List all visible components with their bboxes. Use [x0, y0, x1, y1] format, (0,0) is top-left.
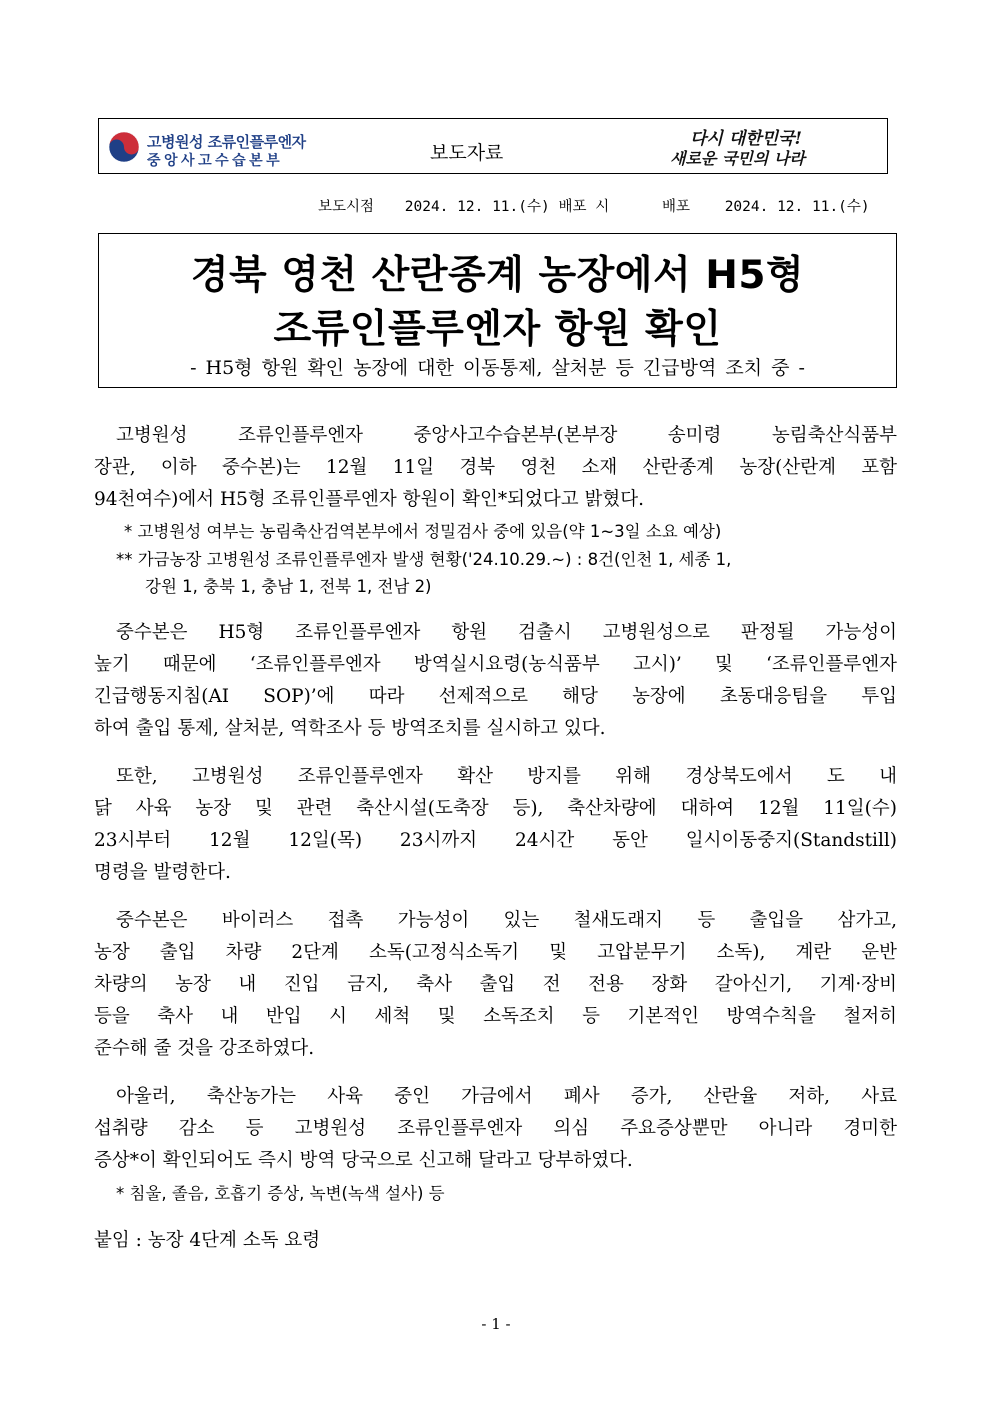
paragraph-3-line: 또한, 고병원성 조류인플루엔자 확산 방지를 위해 경상북도에서 도 내: [116, 766, 897, 787]
taegeuk-logo-icon: [108, 131, 140, 163]
org-name-line1: 고병원성 조류인플루엔자: [147, 133, 306, 151]
distribution-label: 배포: [661, 199, 690, 215]
paragraph-2-line: 중수본은 H5형 조류인플루엔자 항원 검출시 고병원성으로 판정될 가능성이: [116, 622, 897, 643]
paragraph-1-line: 고병원성 조류인플루엔자 중앙사고수습본부(본부장 송미령 농림축산식품부: [116, 425, 897, 446]
paragraph-3-line: 23시부터 12월 12일(목) 23시까지 24시간 동안 일시이동중지(Standstill): [94, 830, 897, 851]
paragraph-4-line: 차량의 농장 내 진입 금지, 축사 출입 전 전용 장화 갈아신기, 기계·장비: [94, 974, 897, 995]
subtitle: - H5형 항원 확인 농장에 대한 이동통제, 살처분 등 긴급방역 조치 중 -: [190, 357, 805, 379]
headline-line1: 경북 영천 산란종계 농장에서 H5형: [190, 253, 805, 298]
slogan-calligraphy: [668, 124, 858, 170]
slogan-line2: 새로운 국민의 나라: [670, 149, 805, 168]
paragraph-4-line: 등을 축사 내 반입 시 세척 및 소독조치 등 기본적인 방역수칙을 철저히: [94, 1006, 897, 1027]
paragraph-3-line: 명령을 발령한다.: [94, 862, 231, 883]
org-name-line2: 중앙사고수습본부: [147, 153, 284, 169]
paragraph-3-line: 닭 사육 농장 및 관련 축산시설(도축장 등), 축산차량에 대하여 12월 11일(수): [94, 798, 897, 819]
footnote-1: * 고병원성 여부는 농림축산검역본부에서 정밀검사 중에 있음(약 1~3일 소요 예상): [124, 522, 722, 541]
release-time-line: [318, 195, 870, 216]
paragraph-5-line: 섭취량 감소 등 고병원성 조류인플루엔자 의심 주요증상뿐만 아니라 경미한: [94, 1118, 897, 1139]
headline-line2: 조류인플루엔자 항원 확인: [273, 307, 722, 352]
footnote-2-line1: ** 가금농장 고병원성 조류인플루엔자 발생 현황('24.10.29.~) : 8건(인천 1, 세종 1,: [116, 550, 732, 569]
page-number: - 1 -: [481, 1315, 511, 1333]
release-time-value: 2024. 12. 11.(수) 배포 시: [404, 199, 610, 215]
paragraph-4-line: 중수본은 바이러스 접촉 가능성이 있는 철새도래지 등 출입을 삼가고,: [116, 910, 897, 931]
paragraph-5-line: 아울러, 축산농가는 사육 중인 가금에서 폐사 증가, 산란율 저하, 사료: [116, 1086, 897, 1107]
paragraph-4-line: 농장 출입 차량 2단계 소독(고정식소독기 및 고압분무기 소독), 계란 운반: [94, 942, 897, 963]
attachment-line: 붙임 : 농장 4단계 소독 요령: [94, 1230, 321, 1251]
footnote-3: * 침울, 졸음, 호흡기 증상, 녹변(녹색 설사) 등: [116, 1184, 445, 1203]
press-release-label: 보도자료: [430, 142, 504, 164]
footnote-2-line2: 강원 1, 충북 1, 충남 1, 전북 1, 전남 2): [145, 577, 432, 596]
paragraph-1-line: 94천여수)에서 H5형 조류인플루엔자 항원이 확인*되었다고 밝혔다.: [94, 489, 644, 510]
release-time-label: 보도시점: [318, 199, 375, 215]
paragraph-1-line: 장관, 이하 중수본)는 12월 11일 경북 영천 소재 산란종계 농장(산란계 포함: [94, 457, 897, 478]
paragraph-5-line: 증상*이 확인되어도 즉시 방역 당국으로 신고해 달라고 당부하였다.: [94, 1150, 633, 1171]
paragraph-2-line: 하여 출입 통제, 살처분, 역학조사 등 방역조치를 실시하고 있다.: [94, 718, 606, 739]
paragraph-2-line: 긴급행동지침(AI SOP)’에 따라 선제적으로 해당 농장에 초동대응팀을 투입: [94, 686, 897, 707]
paragraph-2-line: 높기 때문에 ‘조류인플루엔자 방역실시요령(농식품부 고시)’ 및 ‘조류인플루엔자: [94, 654, 897, 675]
distribution-value: 2024. 12. 11.(수): [724, 199, 870, 215]
paragraph-4-line: 준수해 줄 것을 강조하였다.: [94, 1038, 315, 1059]
slogan-line1: 다시 대한민국!: [690, 129, 802, 149]
